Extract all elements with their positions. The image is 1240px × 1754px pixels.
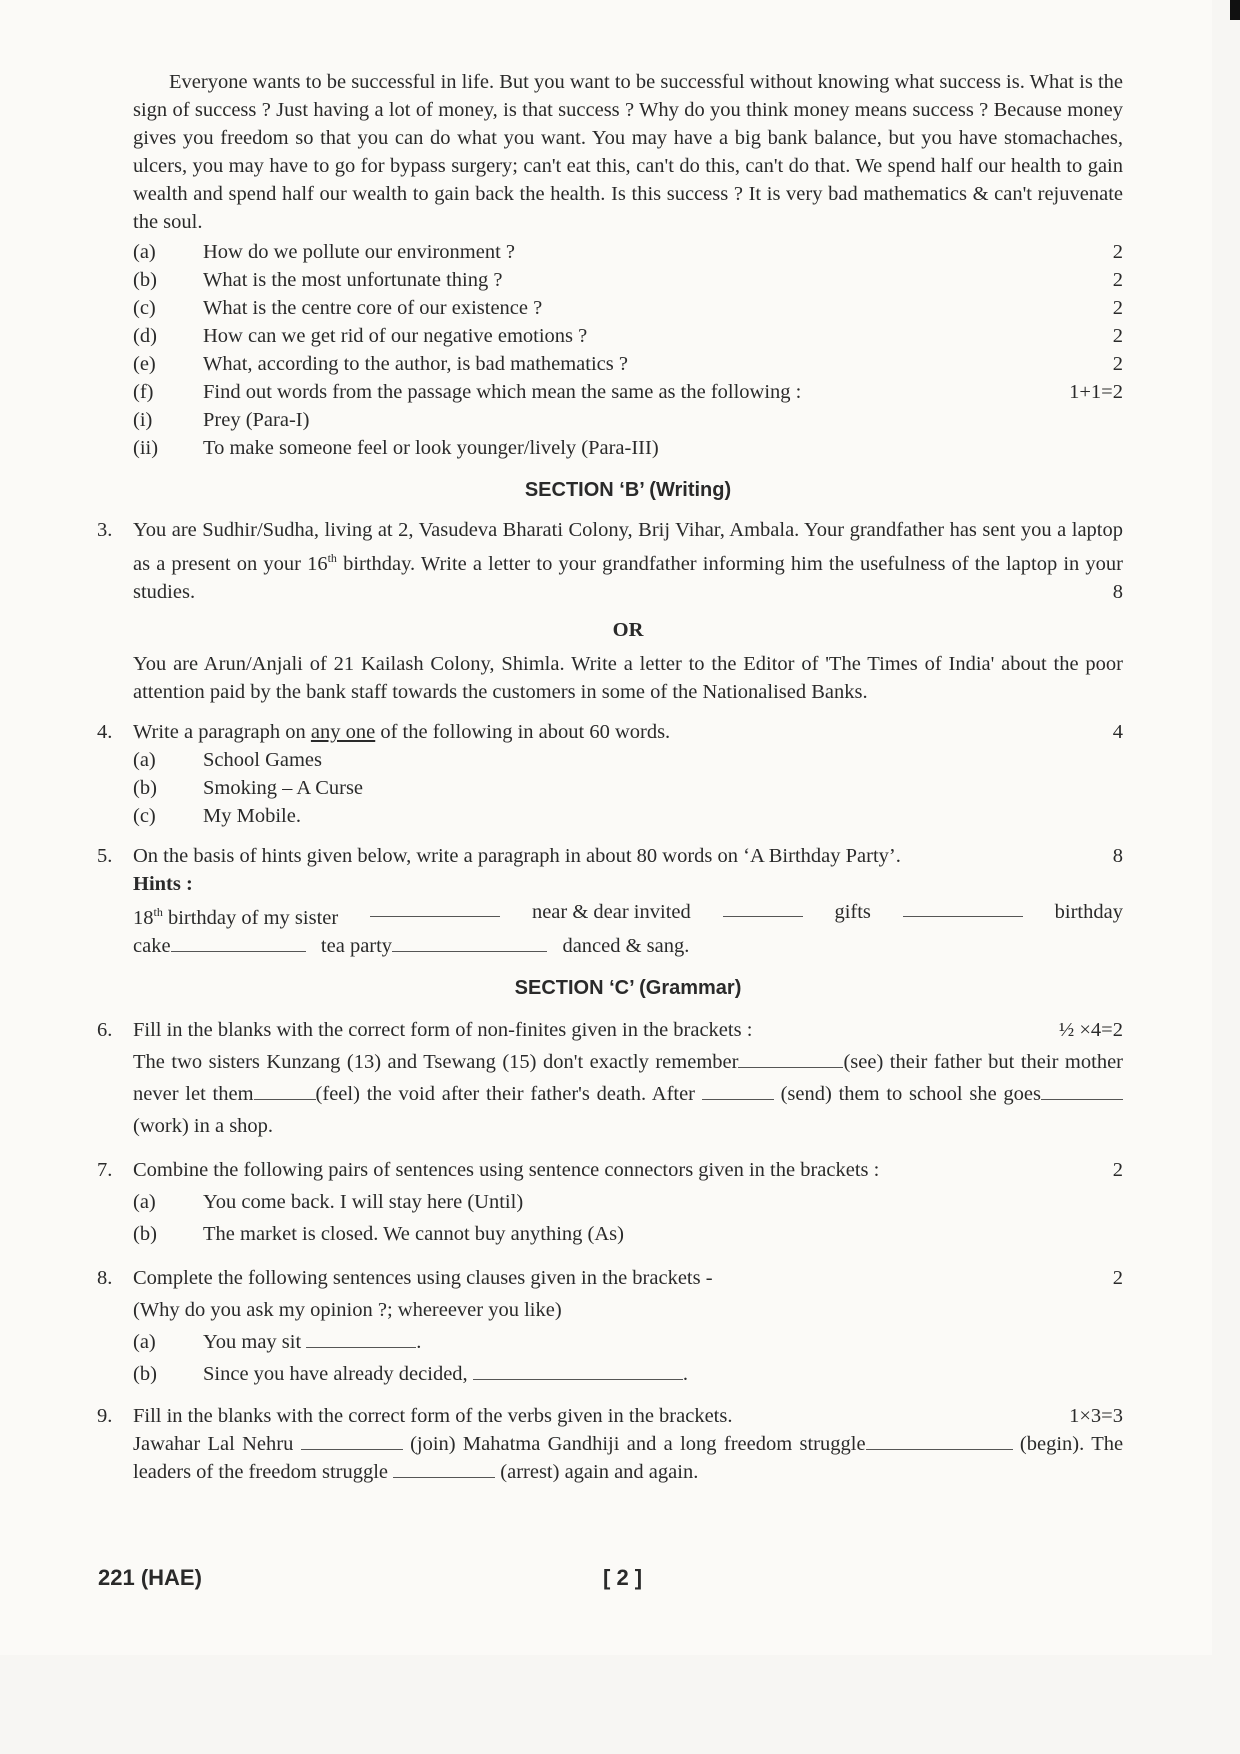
list-item: (b) Since you have already decided, .: [133, 1362, 688, 1385]
blank: [306, 1329, 416, 1348]
hints-label: Hints :: [133, 872, 193, 895]
blank: [370, 898, 500, 917]
section-b-heading: SECTION ‘B’ (Writing): [524, 479, 732, 501]
question-9: 9. Fill in the blanks with the correct form of the verbs given in the brackets. 1×3=3 Jawahar Lal Nehru (join) Mahatma Gandhiji and a long freedom struggle (begin). The leaders of the freedom struggle (arrest) again and again.: [97, 1402, 1123, 1486]
list-item: (a) You may sit .: [133, 1330, 422, 1353]
question-row: (ii) To make someone feel or look younger/lively (Para-III): [133, 437, 659, 459]
blank: [392, 933, 547, 952]
hints-line-1: 18th birthday of my sister near & dear invited gifts birthday: [133, 898, 1123, 932]
blank: [738, 1049, 843, 1068]
paper-code: 221 (HAE): [98, 1565, 202, 1590]
blank: [903, 898, 1023, 917]
page-content: [97, 68, 1124, 1486]
question-6: 6. Fill in the blanks with the correct form of non-finites given in the brackets : ½ ×4=2 The two sisters Kunzang (13) and Tsewang (15) don't exactly remember (see) their father but their mother never let them (feel) the void after their father's death. After (send) them to school she goes(work) in a shop.: [97, 1014, 1123, 1142]
question-6-passage: The two sisters Kunzang (13) and Tsewang (15) don't exactly remember (see) their father but their mother never let them (feel) the void after their father's death. After (send) them to school she goes(work) in a shop.: [133, 1050, 1123, 1137]
question-3-text: You are Sudhir/Sudha, living at 2, Vasudeva Bharati Colony, Brij Vihar, Ambala. Your grandfather has sent you a laptop as a present on your 16th birthday. Write a letter to your grandfather informing him the usefulness of the laptop in your studies. 8: [133, 519, 1123, 603]
scan-edge-mark: [1230, 0, 1240, 20]
list-item: (b) Smoking – A Curse: [133, 776, 364, 799]
question-8: 8. Complete the following sentences using clauses given in the brackets - 2 (Why do you ask my opinion ?; whereever you like) (a) You may sit . (b) Since you have already decided, .: [97, 1262, 1123, 1390]
question-5: 5. On the basis of hints given below, write a paragraph in about 80 words on ‘A Birthday Party’. 8 Hints : 18th birthday of my sister near & dear invited gifts birthday cake tea party danced & sang.: [97, 842, 1123, 960]
question-row: (c) What is the centre core of our existence ? 2: [133, 297, 1123, 319]
blank: [473, 1361, 683, 1380]
reading-passage: Everyone wants to be successful in life. But you want to be successful without knowing what success is. What is the sign of success ? Just having a lot of money, is that success ? Why do you think money means success ? Because money gives you freedom so that you can do what you want. You may have a big bank balance, but you have stomachaches, ulcers, you may have to go for bypass surgery; can't eat this, can't do this, can't do that. We spend half our health to gain wealth and spend half our wealth to gain back the health. Is this success ? It is very bad mathematics & can't rejuvenate the soul.: [133, 71, 1123, 233]
blank: [723, 898, 803, 917]
hints-line-2: cake tea party danced & sang.: [133, 934, 690, 957]
page-footer: [98, 1565, 1128, 1591]
list-item: (b) The market is closed. We cannot buy anything (As): [133, 1222, 624, 1245]
blank: [866, 1431, 1013, 1450]
blank: [254, 1081, 316, 1100]
list-item: (c) My Mobile.: [133, 804, 301, 827]
question-row: (f) Find out words from the passage which mean the same as the following : 1+1=2: [133, 381, 1123, 403]
question-3-alternative: You are Arun/Anjali of 21 Kailash Colony, Shimla. Write a letter to the Editor of 'The Times of India' about the poor attention paid by the bank staff towards the customers in some of the Nationalised Banks.: [133, 652, 1123, 703]
blank: [702, 1081, 774, 1100]
question-row: (a) How do we pollute our environment ? 2: [133, 241, 1123, 263]
question-row: (d) How can we get rid of our negative emotions ? 2: [133, 325, 1123, 347]
blank: [1041, 1081, 1123, 1100]
question-9-passage: Jawahar Lal Nehru (join) Mahatma Gandhiji and a long freedom struggle (begin). The leaders of the freedom struggle (arrest) again and again.: [133, 1432, 1124, 1483]
question-4: 4. Write a paragraph on any one of the following in about 60 words. 4 (a) School Games (b) Smoking – A Curse (c) My Mobile.: [97, 718, 1123, 830]
question-7: 7. Combine the following pairs of sentences using sentence connectors given in the brackets : 2 (a) You come back. I will stay here (Until) (b) The market is closed. We cannot buy anything (As): [97, 1154, 1123, 1250]
comprehension-questions: [133, 238, 1123, 462]
question-row: (b) What is the most unfortunate thing ? 2: [133, 269, 1123, 291]
question-row: (e) What, according to the author, is bad mathematics ? 2: [133, 353, 1123, 375]
question-row: (i) Prey (Para-I): [133, 409, 310, 431]
question-3: 3. You are Sudhir/Sudha, living at 2, Vasudeva Bharati Colony, Brij Vihar, Ambala. Your grandfather has sent you a laptop as a present on your 16th birthday. Write a letter to your grandfather informing him the usefulness of the laptop in your studies. 8 OR You are Arun/Anjali of 21 Kailash Colony, Shimla. Write a letter to the Editor of 'The Times of India' about the poor attention paid by the bank staff towards the customers in some of the Nationalised Banks.: [97, 516, 1123, 706]
blank: [171, 933, 306, 952]
blank: [393, 1459, 495, 1478]
blank: [301, 1431, 403, 1450]
list-item: (a) School Games: [133, 748, 322, 771]
section-c-heading: SECTION ‘C’ (Grammar): [514, 976, 742, 999]
list-item: (a) You come back. I will stay here (Until): [133, 1190, 524, 1213]
page-number: [ 2 ]: [603, 1565, 643, 1590]
or-divider: OR: [612, 618, 644, 641]
